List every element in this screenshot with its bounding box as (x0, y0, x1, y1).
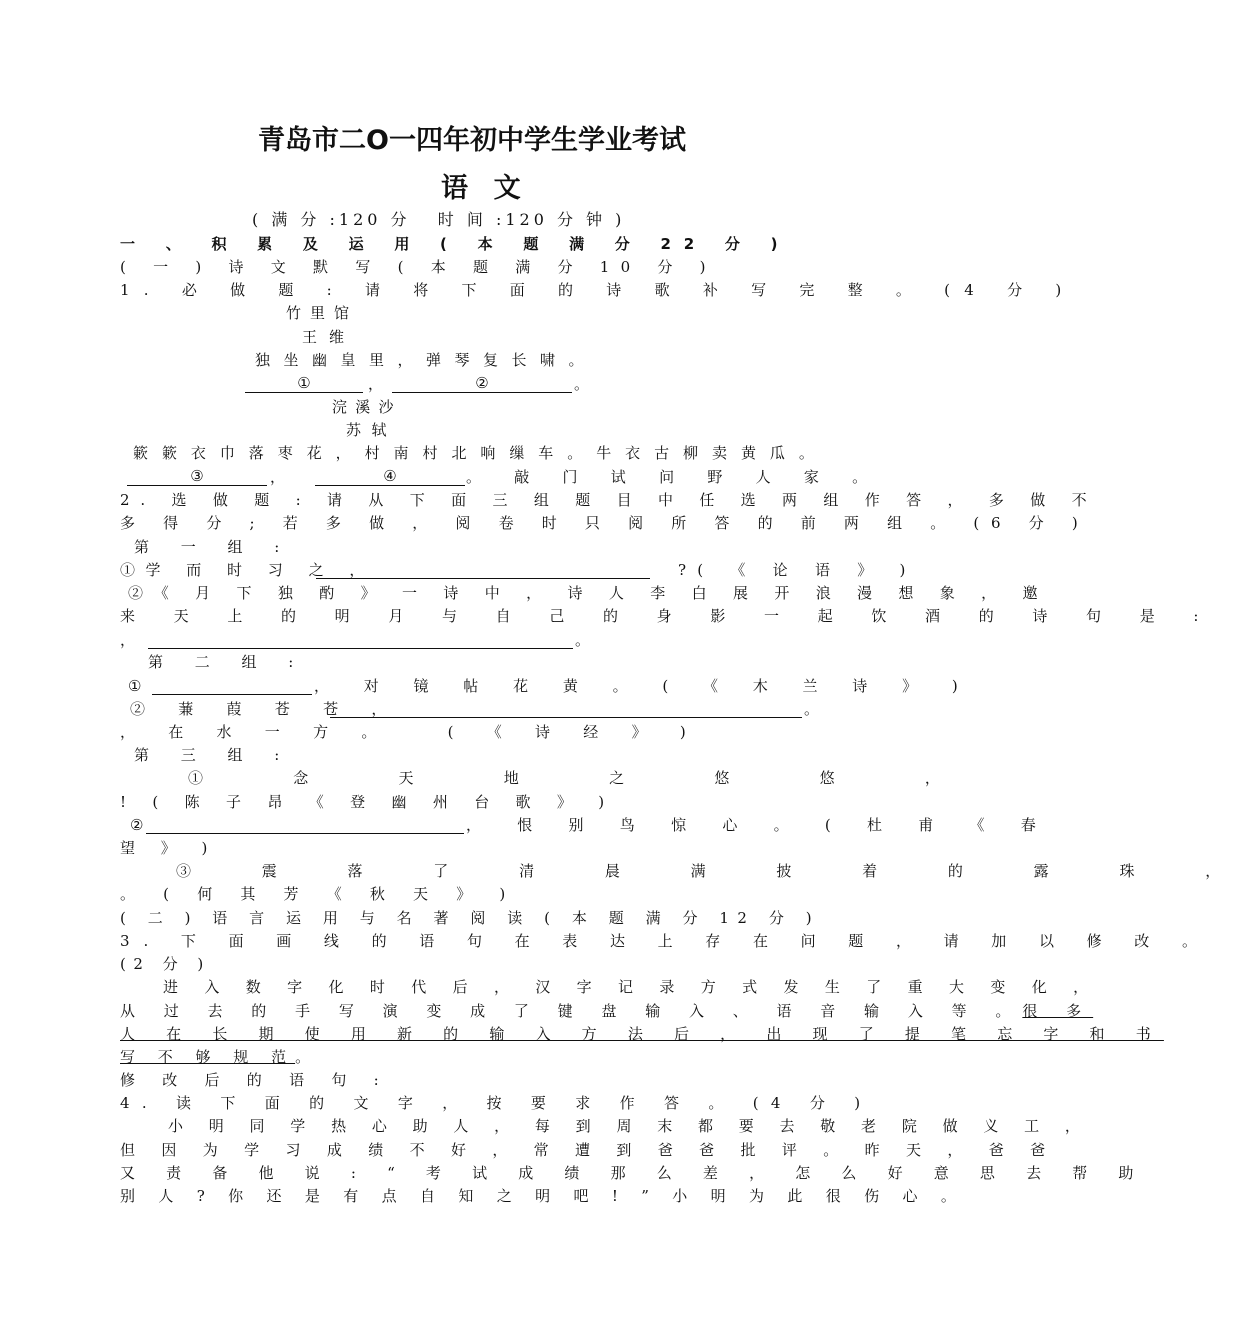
g3-q1-source: ! ( 陈 子 昂 《 登 幽 州 台 歌 》 ) (120, 793, 615, 811)
g1-q1: ①学 而 时 习 之 ， (120, 561, 375, 579)
q4-para-4: 别 人 ? 你 还 是 有 点 自 知 之 明 吧 ! ” 小 明 为 此 很 伤 心 。 (120, 1187, 966, 1205)
underlined-sentence: 人 在 长 期 使 用 新 的 输 入 方 法 后 ， 出 现 了 提 笔 忘 字 和 书 (120, 1025, 1164, 1043)
exam-meta: ( 满 分 :120 分 时 间 :120 分 钟 ) (252, 210, 626, 229)
g2-q1-num: ① (128, 677, 155, 695)
exam-title: 青岛市二O一四年初中学生学业考试 (258, 125, 686, 156)
g3-q3-source: 。 ( 何 其 芳 《 秋 天 》 ) (120, 885, 517, 903)
section-heading: 一 、 积 累 及 运 用 ( 本 题 满 分 22 分 ) (120, 235, 791, 253)
g1-q2-cont: 来 天 上 的 明 月 与 自 己 的 身 影 一 起 饮 酒 的 诗 句 是 : (120, 607, 1216, 625)
q4-para-1: 小 明 同 学 热 心 助 人 ， 每 到 周 末 都 要 去 敬 老 院 做 义 工 ， (168, 1117, 1091, 1135)
group3-heading: 第 三 组 : (134, 746, 293, 764)
poem1-title: 竹里馆 (286, 304, 359, 322)
q3-prompt: 3. 下 面 画 线 的 语 句 在 表 达 上 存 在 问 题 ， 请 加 以 修 改 。 (120, 932, 1211, 950)
underlined-sentence: 写 不 够 规 范 (120, 1048, 296, 1066)
g1-q2: ②《 月 下 独 酌 》 一 诗 中 ， 诗 人 李 白 展 开 浪 漫 想 象 ， 邀 (128, 584, 1049, 602)
q3-text-1: 进 入 数 字 化 时 代 后 ， 汉 字 记 录 方 式 发 生 了 重 大 变 化 ， (163, 978, 1099, 996)
q1-prompt: 1. 必 做 题 : 请 将 下 面 的 诗 歌 补 写 完 整 。 (4 分 ) (120, 281, 1076, 299)
period: 。 (575, 631, 604, 649)
blank-4[interactable]: ④ (315, 466, 465, 486)
part2-heading: ( 二 ) 语 言 运 用 与 名 著 阅 读 ( 本 题 满 分 12 分 ) (120, 909, 821, 927)
poem2-line: 簌簌衣巾落枣花，村南村北响缫车。牛衣古柳卖黄瓜。 (133, 444, 828, 462)
comma: ， (270, 468, 299, 486)
g2-q2: ② 蒹 葭 苍 苍 ， (130, 700, 401, 718)
answer-line[interactable] (148, 629, 573, 649)
q3-score: (2 分 ) (120, 955, 211, 973)
q4-prompt: 4. 读 下 面 的 文 字 ， 按 要 求 作 答 。 (4 分 ) (120, 1094, 873, 1112)
g2-q2-cont: ， 在 水 一 方 。 ( 《 诗 经 》 ) (120, 723, 700, 741)
period: 。 (574, 375, 603, 393)
underlined-sentence: 很 多 (1022, 1002, 1094, 1020)
q3-answer-label: 修 改 后 的 语 句 : (120, 1071, 390, 1089)
poem2-end: 。 敲 门 试 问 野 人 家 。 (466, 468, 882, 486)
q3-text-4: 写 不 够 规 范。 (120, 1048, 320, 1066)
blank-1[interactable]: ① (245, 373, 363, 393)
group2-heading: 第 二 组 : (148, 653, 307, 671)
poem2-author: 苏轼 (346, 421, 398, 439)
g1-q1-source: ?( 《 论 语 》 ) (678, 561, 917, 579)
q3-text-2: 从 过 去 的 手 写 演 变 成 了 键 盘 输 入 、 语 音 输 入 等 。很 多 (120, 1002, 1094, 1020)
q2-prompt: 2. 选 做 题 : 请 从 下 面 三 组 题 目 中 任 选 两 组 作 答 ， 多 做 不 (120, 491, 1098, 509)
subject-title: 语 文 (441, 173, 529, 204)
g3-q3: ③ 震 落 了 清 晨 满 披 着 的 露 珠 ， (176, 862, 1253, 880)
g3-q2-num: ② (130, 816, 157, 834)
answer-line[interactable] (330, 698, 802, 718)
blank-2[interactable]: ② (392, 373, 572, 393)
q4-para-3: 又 责 备 他 说 : “ 考 试 成 绩 那 么 差 ， 怎 么 好 意 思 去 帮 助 (120, 1164, 1147, 1182)
blank-3[interactable]: ③ (127, 466, 267, 486)
answer-line[interactable] (146, 814, 464, 834)
answer-line[interactable] (316, 559, 650, 579)
poem1-author: 王维 (302, 328, 357, 346)
g3-q2: ， 恨 别 鸟 惊 心 。 ( 杜 甫 《 春 (466, 816, 1052, 834)
comma: ， (368, 375, 397, 393)
g2-q1: ， 对 镜 帖 花 黄 。 ( 《 木 兰 诗 》 ) (314, 677, 973, 695)
poem1-line: 独坐幽皇里，弹琴复长啸。 (255, 351, 598, 369)
part1-heading: ( 一 ) 诗 文 默 写 ( 本 题 满 分 10 分 ) (120, 258, 717, 276)
answer-line[interactable] (152, 675, 312, 695)
q2-prompt-cont: 多 得 分 ; 若 多 做 ， 阅 卷 时 只 阅 所 答 的 前 两 组 。 (6 分 ) (120, 514, 1090, 532)
period: 。 (804, 700, 833, 718)
group1-heading: 第 一 组 : (134, 538, 293, 556)
comma: ， (120, 631, 149, 649)
g3-q2-cont: 望 》 ) (120, 839, 218, 857)
poem2-title: 浣溪沙 (332, 398, 402, 416)
q4-para-2: 但 因 为 学 习 成 绩 不 好 ， 常 遭 到 爸 爸 批 评 。 昨 天 ， 爸 爸 (120, 1141, 1056, 1159)
g3-q1: ① 念 天 地 之 悠 悠 ， (188, 769, 983, 787)
